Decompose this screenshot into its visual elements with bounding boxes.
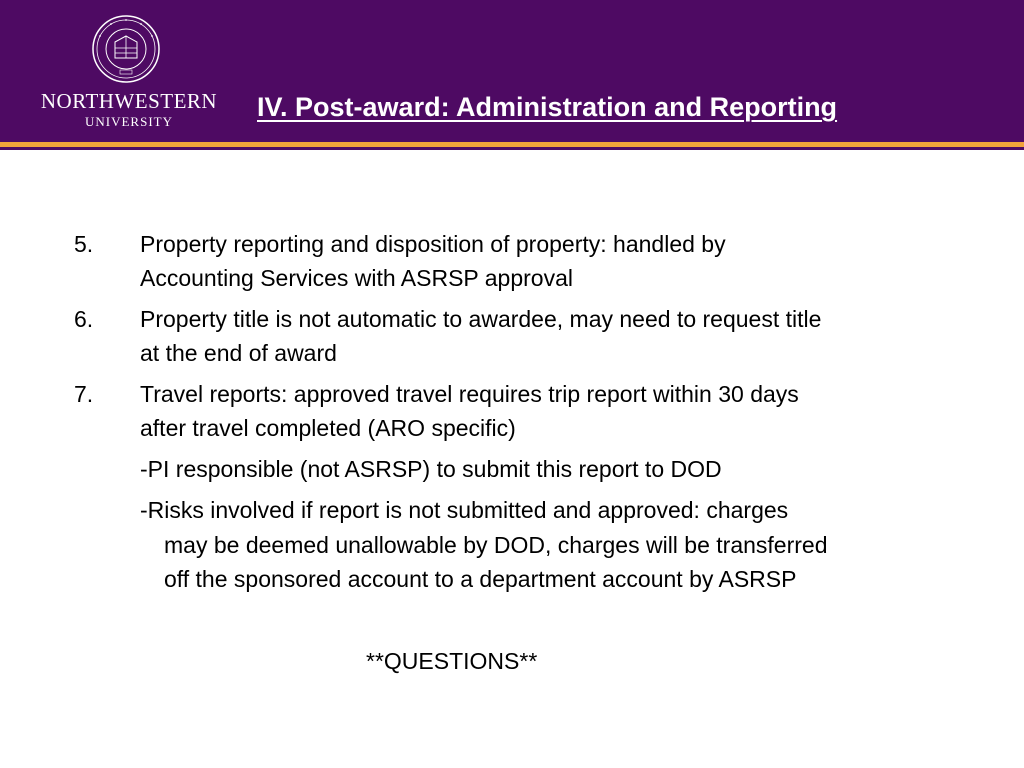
list-number-6: 6. — [74, 306, 94, 332]
list-item-5-line-2: Accounting Services with ASRSP approval — [140, 265, 573, 291]
slide-title: IV. Post-award: Administration and Reporting — [257, 92, 838, 122]
list-number-7: 7. — [74, 381, 94, 407]
subpoint-risks-line-2: may be deemed unallowable by DOD, charges will be transferred — [164, 532, 828, 558]
logo-wordmark: NORTHWESTERN — [40, 89, 218, 113]
logo-subtitle: UNIVERSITY — [85, 114, 173, 129]
list-item-7-line-2: after travel completed (ARO specific) — [140, 415, 516, 441]
subpoint-pi-responsible: -PI responsible (not ASRSP) to submit this report to DOD — [140, 456, 722, 482]
subpoint-risks-line-3: off the sponsored account to a department account by ASRSP — [164, 566, 797, 592]
list-item-5-line-1: Property reporting and disposition of property: handled by — [140, 231, 726, 257]
list-item-6-line-1: Property title is not automatic to awardee, may need to request title — [140, 306, 822, 332]
list-item-7-line-1: Travel reports: approved travel requires trip report within 30 days — [140, 381, 799, 407]
subpoint-risks-line-1: -Risks involved if report is not submitted and approved: charges — [140, 497, 789, 523]
list-number-5: 5. — [74, 231, 94, 257]
list-item-6-line-2: at the end of award — [140, 340, 337, 366]
questions-closing: **QUESTIONS** — [366, 648, 538, 674]
